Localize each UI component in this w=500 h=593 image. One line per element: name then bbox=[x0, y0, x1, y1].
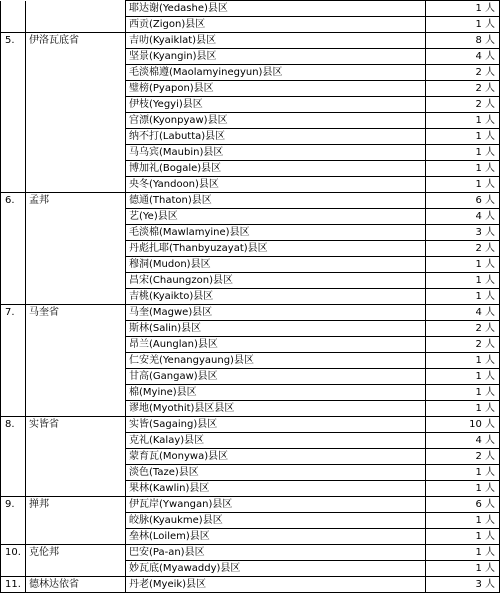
person-count: 2 人 bbox=[426, 321, 500, 337]
person-count: 1 人 bbox=[426, 353, 500, 369]
state-name bbox=[26, 17, 126, 33]
row-number bbox=[1, 209, 26, 225]
state-name bbox=[26, 65, 126, 81]
person-count: 1 人 bbox=[426, 545, 500, 561]
table-row bbox=[1, 481, 500, 497]
district-name: 垒林(Loilem)县区 bbox=[126, 529, 426, 545]
person-count: 1 人 bbox=[426, 401, 500, 417]
person-count: 1 人 bbox=[426, 273, 500, 289]
row-number: 11. bbox=[1, 577, 26, 593]
district-name: 克礼(Kalay)县区 bbox=[126, 433, 426, 449]
state-name bbox=[26, 337, 126, 353]
district-name: 吉桃(Kyaikto)县区 bbox=[126, 289, 426, 305]
person-count: 4 人 bbox=[426, 305, 500, 321]
district-name: 宫漂(Kyonpyaw)县区 bbox=[126, 113, 426, 129]
row-number bbox=[1, 273, 26, 289]
person-count: 4 人 bbox=[426, 209, 500, 225]
table-row bbox=[1, 433, 500, 449]
person-count: 4 人 bbox=[426, 49, 500, 65]
person-count: 2 人 bbox=[426, 97, 500, 113]
person-count: 1 人 bbox=[426, 369, 500, 385]
district-name: 伊瓦岸(Ywangan)县区 bbox=[126, 497, 426, 513]
table-row bbox=[1, 177, 500, 193]
district-name: 纳不打(Labutta)县区 bbox=[126, 129, 426, 145]
district-name: 蒙育瓦(Monywa)县区 bbox=[126, 449, 426, 465]
district-name: 淡色(Taze)县区 bbox=[126, 465, 426, 481]
person-count: 2 人 bbox=[426, 241, 500, 257]
state-name: 德林达依省 bbox=[26, 577, 126, 593]
row-number bbox=[1, 81, 26, 97]
table-row bbox=[1, 49, 500, 65]
row-number bbox=[1, 401, 26, 417]
table-row bbox=[1, 577, 500, 593]
state-name bbox=[26, 561, 126, 577]
table-row bbox=[1, 65, 500, 81]
table-row bbox=[1, 401, 500, 417]
district-name: 棉(Myine)县区 bbox=[126, 385, 426, 401]
person-count: 1 人 bbox=[426, 177, 500, 193]
district-name: 央冬(Yandoon)县区 bbox=[126, 177, 426, 193]
person-count: 1 人 bbox=[426, 561, 500, 577]
row-number bbox=[1, 113, 26, 129]
district-name: 耶达谢(Yedashe)县区 bbox=[126, 1, 426, 17]
district-name: 妙瓦底(Myawaddy)县区 bbox=[126, 561, 426, 577]
district-name: 昌宋(Chaungzon)县区 bbox=[126, 273, 426, 289]
person-count: 2 人 bbox=[426, 449, 500, 465]
row-number bbox=[1, 241, 26, 257]
table-row bbox=[1, 33, 500, 49]
row-number bbox=[1, 177, 26, 193]
table-row bbox=[1, 305, 500, 321]
row-number bbox=[1, 225, 26, 241]
person-count: 1 人 bbox=[426, 529, 500, 545]
district-name: 璧榜(Pyapon)县区 bbox=[126, 81, 426, 97]
row-number bbox=[1, 17, 26, 33]
district-name: 穆洞(Mudon)县区 bbox=[126, 257, 426, 273]
row-number bbox=[1, 257, 26, 273]
person-count: 1 人 bbox=[426, 289, 500, 305]
row-number bbox=[1, 161, 26, 177]
row-number bbox=[1, 433, 26, 449]
table-row bbox=[1, 369, 500, 385]
state-name bbox=[26, 49, 126, 65]
state-name bbox=[26, 113, 126, 129]
state-name bbox=[26, 385, 126, 401]
table-row bbox=[1, 17, 500, 33]
person-count: 10 人 bbox=[426, 417, 500, 433]
table-row bbox=[1, 161, 500, 177]
state-name bbox=[26, 177, 126, 193]
state-name bbox=[26, 1, 126, 17]
state-name: 克伦邦 bbox=[26, 545, 126, 561]
table-row bbox=[1, 113, 500, 129]
row-number: 7. bbox=[1, 305, 26, 321]
district-name: 伊枝(Yegyi)县区 bbox=[126, 97, 426, 113]
person-count: 8 人 bbox=[426, 33, 500, 49]
table-row bbox=[1, 1, 500, 17]
state-name bbox=[26, 161, 126, 177]
person-count: 3 人 bbox=[426, 577, 500, 593]
table-row bbox=[1, 193, 500, 209]
state-name bbox=[26, 449, 126, 465]
row-number bbox=[1, 145, 26, 161]
table-row bbox=[1, 145, 500, 161]
district-name: 昂兰(Aunglan)县区 bbox=[126, 337, 426, 353]
person-count: 1 人 bbox=[426, 481, 500, 497]
row-number bbox=[1, 337, 26, 353]
district-name: 丹彪扎耶(Thanbyuzayat)县区 bbox=[126, 241, 426, 257]
district-name: 斯林(Salin)县区 bbox=[126, 321, 426, 337]
district-name: 实皆(Sagaing)县区 bbox=[126, 417, 426, 433]
row-number bbox=[1, 321, 26, 337]
row-number: 10. bbox=[1, 545, 26, 561]
row-number bbox=[1, 561, 26, 577]
row-number: 5. bbox=[1, 33, 26, 49]
table-row bbox=[1, 353, 500, 369]
row-number: 8. bbox=[1, 417, 26, 433]
state-name: 孟邦 bbox=[26, 193, 126, 209]
district-name: 坚景(Kyangin)县区 bbox=[126, 49, 426, 65]
person-count: 3 人 bbox=[426, 225, 500, 241]
person-count: 1 人 bbox=[426, 113, 500, 129]
row-number: 9. bbox=[1, 497, 26, 513]
state-name: 马奎省 bbox=[26, 305, 126, 321]
table-row bbox=[1, 529, 500, 545]
state-name bbox=[26, 369, 126, 385]
person-count: 1 人 bbox=[426, 145, 500, 161]
district-name: 谬地(Myothit)县区县区 bbox=[126, 401, 426, 417]
state-name bbox=[26, 97, 126, 113]
row-number: 6. bbox=[1, 193, 26, 209]
state-name bbox=[26, 129, 126, 145]
district-name: 仁安羌(Yenangyaung)县区 bbox=[126, 353, 426, 369]
table-row bbox=[1, 129, 500, 145]
district-name: 西贡(Zigon)县区 bbox=[126, 17, 426, 33]
district-name: 博加礼(Bogale)县区 bbox=[126, 161, 426, 177]
state-name bbox=[26, 209, 126, 225]
state-name: 实皆省 bbox=[26, 417, 126, 433]
district-name: 马乌宾(Maubin)县区 bbox=[126, 145, 426, 161]
table-row bbox=[1, 417, 500, 433]
person-count: 1 人 bbox=[426, 1, 500, 17]
district-name: 艺(Ye)县区 bbox=[126, 209, 426, 225]
row-number bbox=[1, 369, 26, 385]
district-name: 吉叻(Kyaiklat)县区 bbox=[126, 33, 426, 49]
state-name bbox=[26, 513, 126, 529]
person-count: 2 人 bbox=[426, 65, 500, 81]
district-name: 皎脉(Kyaukme)县区 bbox=[126, 513, 426, 529]
row-number bbox=[1, 529, 26, 545]
state-name bbox=[26, 433, 126, 449]
person-count: 1 人 bbox=[426, 17, 500, 33]
person-count: 1 人 bbox=[426, 129, 500, 145]
table-row bbox=[1, 273, 500, 289]
state-name bbox=[26, 321, 126, 337]
row-number bbox=[1, 465, 26, 481]
person-count: 1 人 bbox=[426, 465, 500, 481]
state-name bbox=[26, 353, 126, 369]
state-name: 伊洛瓦底省 bbox=[26, 33, 126, 49]
person-count: 2 人 bbox=[426, 337, 500, 353]
state-name: 掸邦 bbox=[26, 497, 126, 513]
person-count: 2 人 bbox=[426, 81, 500, 97]
table-row bbox=[1, 81, 500, 97]
table-row bbox=[1, 513, 500, 529]
table-row bbox=[1, 321, 500, 337]
table-row bbox=[1, 209, 500, 225]
table-row bbox=[1, 97, 500, 113]
district-name: 巴安(Pa-an)县区 bbox=[126, 545, 426, 561]
row-number bbox=[1, 49, 26, 65]
state-name bbox=[26, 289, 126, 305]
table-row bbox=[1, 385, 500, 401]
table-row bbox=[1, 257, 500, 273]
state-name bbox=[26, 465, 126, 481]
row-number bbox=[1, 481, 26, 497]
person-count: 1 人 bbox=[426, 385, 500, 401]
table-row bbox=[1, 561, 500, 577]
row-number bbox=[1, 289, 26, 305]
state-name bbox=[26, 225, 126, 241]
table-row bbox=[1, 545, 500, 561]
district-name: 果林(Kawlin)县区 bbox=[126, 481, 426, 497]
table-row bbox=[1, 241, 500, 257]
table-row bbox=[1, 289, 500, 305]
person-count: 6 人 bbox=[426, 193, 500, 209]
district-name: 甘高(Gangaw)县区 bbox=[126, 369, 426, 385]
state-name bbox=[26, 241, 126, 257]
row-number bbox=[1, 513, 26, 529]
district-name: 毛淡棉(Mawlamyine)县区 bbox=[126, 225, 426, 241]
table-row bbox=[1, 337, 500, 353]
row-number bbox=[1, 385, 26, 401]
district-name: 马奎(Magwe)县区 bbox=[126, 305, 426, 321]
table-row bbox=[1, 497, 500, 513]
table-row bbox=[1, 225, 500, 241]
row-number bbox=[1, 353, 26, 369]
state-name bbox=[26, 529, 126, 545]
state-name bbox=[26, 401, 126, 417]
table-body bbox=[1, 1, 500, 593]
person-count: 1 人 bbox=[426, 513, 500, 529]
row-number bbox=[1, 65, 26, 81]
table-row bbox=[1, 465, 500, 481]
row-number bbox=[1, 449, 26, 465]
state-name bbox=[26, 81, 126, 97]
state-name bbox=[26, 481, 126, 497]
person-count: 1 人 bbox=[426, 161, 500, 177]
district-name: 丹老(Myeik)县区 bbox=[126, 577, 426, 593]
person-count: 1 人 bbox=[426, 257, 500, 273]
district-name: 毛淡棉遵(Maolamyinegyun)县区 bbox=[126, 65, 426, 81]
row-number bbox=[1, 129, 26, 145]
row-number bbox=[1, 97, 26, 113]
state-name bbox=[26, 257, 126, 273]
person-count: 6 人 bbox=[426, 497, 500, 513]
row-number bbox=[1, 1, 26, 17]
table-row bbox=[1, 449, 500, 465]
state-name bbox=[26, 273, 126, 289]
district-name: 德通(Thaton)县区 bbox=[126, 193, 426, 209]
state-name bbox=[26, 145, 126, 161]
person-count: 4 人 bbox=[426, 433, 500, 449]
